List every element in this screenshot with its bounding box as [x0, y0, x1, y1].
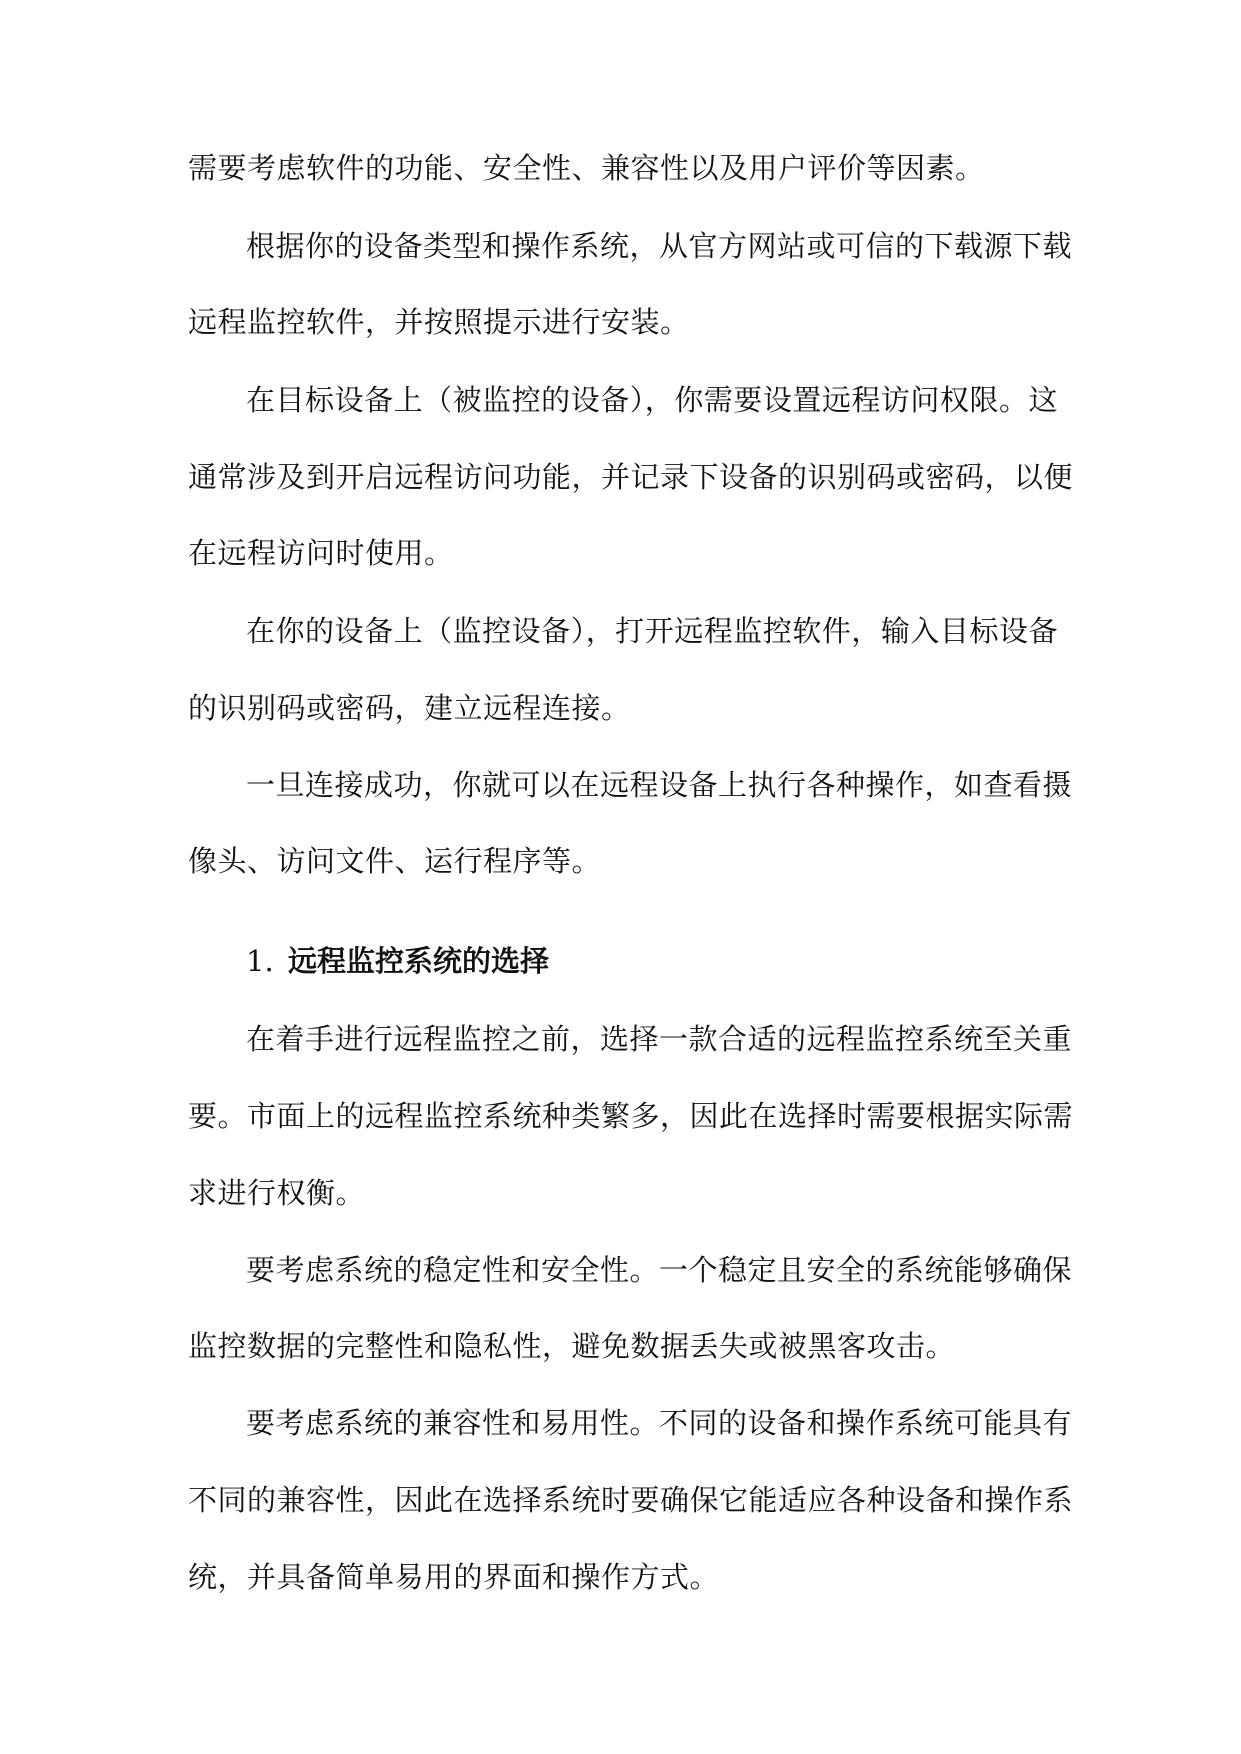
paragraph-line: 求进行权衡。	[188, 1176, 366, 1210]
paragraph-line: 一旦连接成功，你就可以在远程设备上执行各种操作，如查看摄	[246, 768, 1073, 802]
paragraph-line: 在着手进行远程监控之前，选择一款合适的远程监控系统至关重	[246, 1022, 1073, 1056]
paragraph-line: 在你的设备上（监控设备），打开远程监控软件，输入目标设备	[246, 614, 1058, 648]
paragraph-line: 在远程访问时使用。	[188, 536, 454, 570]
paragraph-line: 在目标设备上（被监控的设备），你需要设置远程访问权限。这	[246, 383, 1058, 417]
paragraph-line: 统，并具备简单易用的界面和操作方式。	[188, 1560, 720, 1594]
paragraph-line: 要考虑系统的兼容性和易用性。不同的设备和操作系统可能具有	[246, 1406, 1073, 1440]
paragraph-line: 需要考虑软件的功能、安全性、兼容性以及用户评价等因素。	[188, 151, 985, 185]
paragraph-line: 要。市面上的远程监控系统种类繁多，因此在选择时需要根据实际需	[188, 1099, 1074, 1133]
section-number: 1.	[246, 944, 274, 978]
paragraph-line: 不同的兼容性，因此在选择系统时要确保它能适应各种设备和操作系	[188, 1483, 1074, 1517]
paragraph-line: 要考虑系统的稳定性和安全性。一个稳定且安全的系统能够确保	[246, 1253, 1073, 1287]
paragraph-line: 根据你的设备类型和操作系统，从官方网站或可信的下载源下载	[246, 229, 1073, 263]
paragraph-line: 的识别码或密码，建立远程连接。	[188, 691, 631, 725]
paragraph-line: 像头、访问文件、运行程序等。	[188, 844, 602, 878]
paragraph-line: 通常涉及到开启远程访问功能，并记录下设备的识别码或密码，以便	[188, 460, 1074, 494]
section-heading	[246, 941, 549, 981]
paragraph-line: 监控数据的完整性和隐私性，避免数据丢失或被黑客攻击。	[188, 1329, 956, 1363]
paragraph-line: 远程监控软件，并按照提示进行安装。	[188, 305, 690, 339]
section-title: 远程监控系统的选择	[288, 944, 550, 978]
